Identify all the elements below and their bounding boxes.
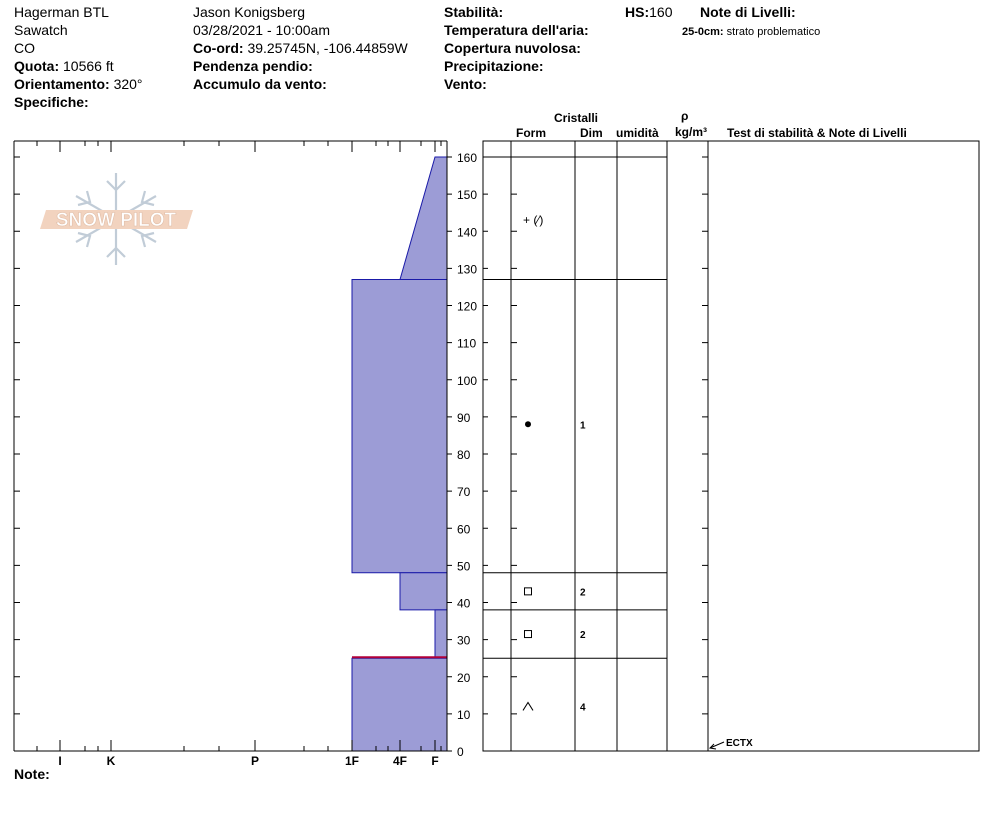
height-label: 80 xyxy=(457,448,471,462)
height-label: 150 xyxy=(457,188,478,203)
hardness-profile xyxy=(352,157,447,751)
height-label: 110 xyxy=(457,336,477,351)
height-label: 90 xyxy=(457,410,471,425)
range-name: Sawatch xyxy=(14,22,68,38)
layer-note-depth: 25-0cm: xyxy=(682,26,724,38)
moisture-header: umidità xyxy=(616,126,659,140)
crystal-form-rounded xyxy=(525,421,531,427)
height-label: 160 xyxy=(457,151,478,165)
stability-label: Stabilità: xyxy=(444,4,504,20)
test-result-label: ECTX xyxy=(726,738,753,749)
crystal-form-text: + (⁄) xyxy=(523,213,544,228)
aspect-value: 320° xyxy=(113,76,143,92)
elevation-label: Quota: xyxy=(14,58,60,74)
coord-label: Co-ord: xyxy=(193,40,244,56)
observation-datetime: 03/28/2021 - 10:00am xyxy=(193,22,330,38)
density-unit-header: kg/m³ xyxy=(675,125,708,139)
tests-notes-header: Test di stabilità & Note di Livelli xyxy=(727,126,907,140)
crystal-size: 4 xyxy=(580,702,586,714)
hardness-layer-1 xyxy=(352,280,447,573)
size-header: Dim xyxy=(580,126,603,140)
hardness-label-P: P xyxy=(250,754,260,768)
hardness-label-4F: 4F xyxy=(392,754,408,768)
rho-header: ρ xyxy=(681,109,689,123)
wind-label: Vento: xyxy=(444,76,487,92)
height-label: 50 xyxy=(457,559,471,574)
hardness-label-F: F xyxy=(431,754,439,768)
air-temp-label: Temperatura dell'aria: xyxy=(444,22,589,38)
crystal-size: 2 xyxy=(580,630,586,642)
elevation-value: 10566 ft xyxy=(63,58,114,74)
slope-label: Pendenza pendio: xyxy=(193,58,313,74)
hs-value: 160 xyxy=(649,4,673,20)
logo-text: SNOW PILOT xyxy=(55,210,177,231)
test-result-pointer xyxy=(710,742,724,748)
state-name: CO xyxy=(14,40,35,56)
specifics-label: Specifiche: xyxy=(14,94,89,110)
height-label: 130 xyxy=(457,262,478,277)
table-frame xyxy=(483,141,979,751)
height-label: 100 xyxy=(457,373,478,388)
height-label: 0 xyxy=(457,745,464,759)
wind-loading-label: Accumulo da vento: xyxy=(193,76,327,92)
crystal-form-depth-hoar xyxy=(523,702,533,710)
crystal-size: 1 xyxy=(580,420,586,432)
notes-label: Note: xyxy=(14,766,50,782)
location-name: Hagerman BTL xyxy=(14,4,109,20)
hardness-layer-4 xyxy=(352,658,447,751)
hs-label: HS: xyxy=(625,4,650,20)
height-label: 10 xyxy=(457,707,471,722)
crystal-size: 2 xyxy=(580,587,586,599)
height-label: 70 xyxy=(457,485,471,500)
hardness-label-K: K xyxy=(106,754,116,768)
hardness-layer-0 xyxy=(400,157,447,280)
crystal-form-faceted xyxy=(525,631,532,638)
snowpilot-logo xyxy=(40,173,193,265)
crystals-header: Cristalli xyxy=(554,111,599,125)
layer-note-text: strato problematico xyxy=(726,26,821,38)
height-label: 120 xyxy=(457,299,478,314)
coord-value: 39.25745N, -106.44859W xyxy=(247,40,408,56)
hardness-layer-2 xyxy=(400,573,447,610)
layer-table xyxy=(483,141,979,751)
height-label: 140 xyxy=(457,225,478,240)
hardness-layer-3 xyxy=(435,610,447,658)
height-label: 20 xyxy=(457,670,471,685)
form-header: Form xyxy=(516,126,546,140)
height-label: 60 xyxy=(457,522,471,537)
observer-name: Jason Konigsberg xyxy=(193,4,306,20)
aspect-label: Orientamento: xyxy=(14,76,110,92)
height-label: 40 xyxy=(457,596,471,611)
crystal-form-faceted xyxy=(525,588,532,595)
height-label: 30 xyxy=(457,633,471,648)
hardness-label-1F: 1F xyxy=(344,754,360,768)
precip-label: Precipitazione: xyxy=(444,58,544,74)
sky-label: Copertura nuvolosa: xyxy=(444,40,581,56)
layer-notes-label: Note di Livelli: xyxy=(700,4,796,20)
hardness-label-I: I xyxy=(58,754,62,768)
